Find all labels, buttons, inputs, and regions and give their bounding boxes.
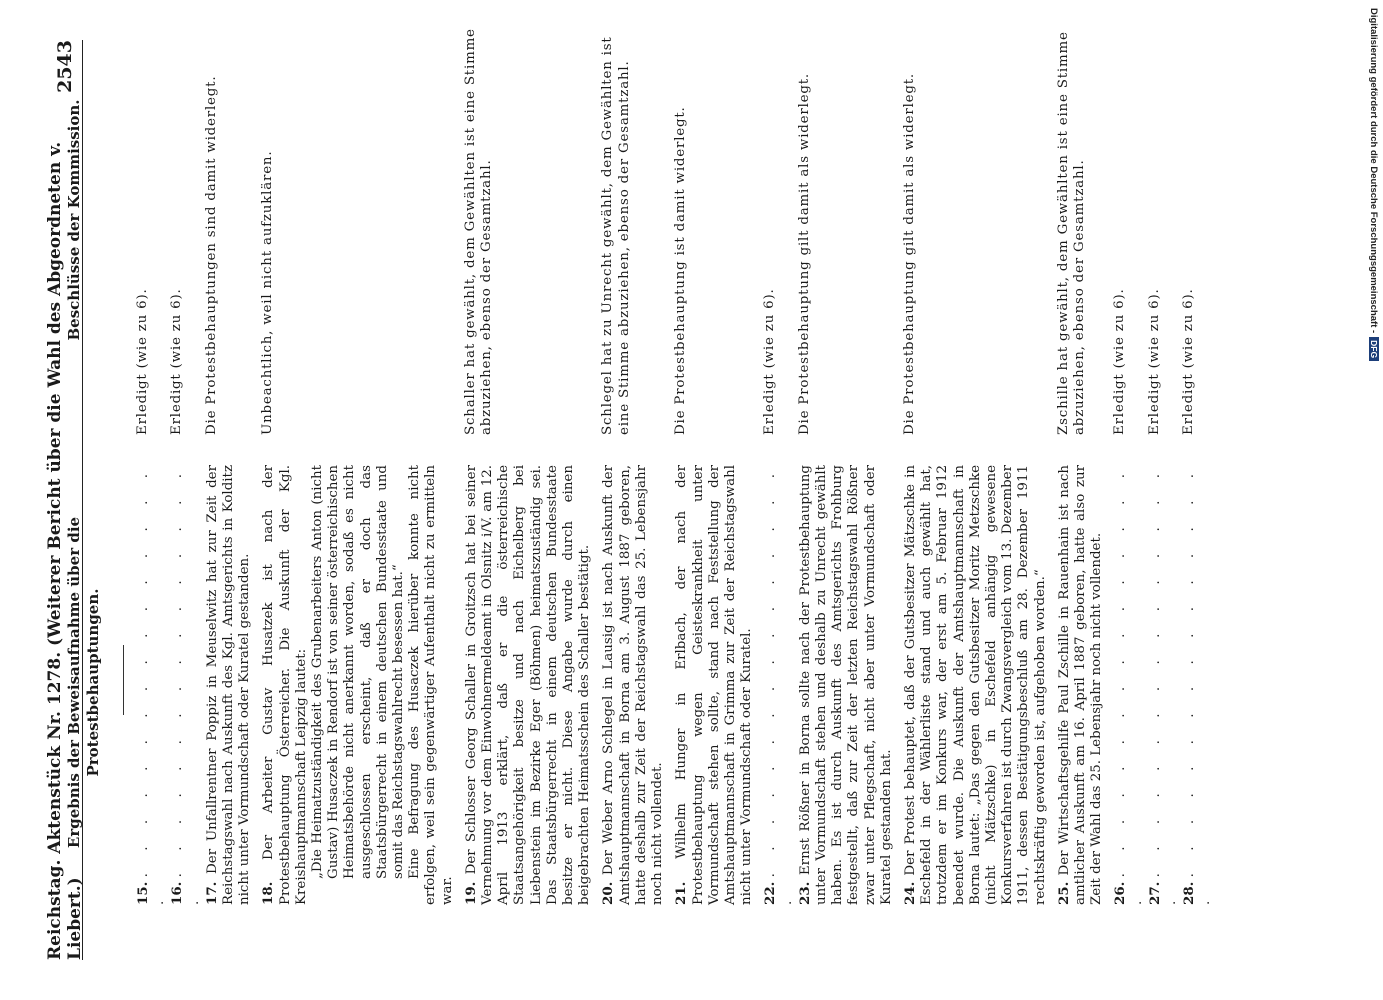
entry-quote: „Die Heimatzuständigkeit des Grubenarbeiters Anton (nicht Gustav) Husaczek in Rendorf ist von seiner österreichischen Heimatsbehörde nicht anerkannt worden, sodaß es nicht ausgeschlossen erscheint, daß er doch das Staatsbürgerrecht in einem deutschen Bundesstaate und somit das Reichstagswahlrecht besessen hat.“ bbox=[310, 465, 407, 879]
entry-evidence bbox=[135, 465, 168, 905]
credit-text: Digitalisierung gefördert durch die Deutsche Forschungsgemeinschaft - bbox=[1368, 8, 1379, 334]
entry-row bbox=[260, 5, 455, 905]
entry-decision: Erledigt (wie zu 6). bbox=[135, 288, 150, 435]
entry-spacer bbox=[666, 5, 673, 905]
entry-spacer bbox=[253, 5, 260, 905]
entry-evidence-text: . . . . . . . . . . . . . . . . . bbox=[1113, 465, 1145, 905]
entry-decision: Erledigt (wie zu 6). bbox=[1181, 288, 1197, 435]
entry-list bbox=[135, 5, 1216, 905]
entry-row bbox=[135, 5, 168, 905]
entry-decision: Erledigt (wie zu 6). bbox=[762, 288, 778, 435]
entry-evidence-text: Wilhelm Hunger in Erlbach, der nach der Protestbehauptung wegen Geisteskrankheit unter Vormundschaft stehen sollte, stand nach Feststellung der Amtshauptmannschaft in Grimma zur Zeit der Reichstagswahl nicht unter Vormundschaft oder Kuratel. bbox=[674, 465, 755, 905]
entry-evidence bbox=[797, 465, 895, 905]
entry-row bbox=[463, 5, 594, 905]
entry-number: 15. bbox=[135, 881, 151, 905]
entry-spacer bbox=[1215, 5, 1216, 905]
entry-row bbox=[600, 5, 666, 905]
entry-row bbox=[204, 5, 254, 905]
entry-evidence-text: . . . . . . . . . . . . . . . . . bbox=[763, 465, 795, 905]
entry-spacer bbox=[895, 5, 902, 905]
entry-note: Eine Befragung des Husaczek hierüber konnte nicht erfolgen, weil sein gegenwärtiger Aufenthalt nicht zu ermitteln war. bbox=[407, 465, 455, 905]
entry-evidence-text: . . . . . . . . . . . . . . . . . bbox=[1147, 465, 1179, 905]
entry-evidence-text: Der Unfallrentner Poppiz in Meuselwitz hat zur Zeit der Reichstagswahl nach Auskunft des Kgl. Amtsgerichts in Kolditz nicht unter Vormundschaft oder Kuratel gestanden. bbox=[204, 465, 253, 905]
entry-number: 23. bbox=[796, 881, 813, 905]
entry-evidence-text: Der Protest behauptet, daß der Gutsbesitzer Mätzschke in Eschefeld in der Wählerliste stand und auch gewählt hat, trotzdem er im Konkurs war, der erst am 5. Februar 1912 beendet wurde. Die Auskunft der Amtshauptmannschaft in Borna lautet: „Das gegen den Gutsbesitzer Moritz Metzschke (nicht Mätzschke) in Eschefeld anhängig gewesene Konkursverfahren ist durch Zwangsvergleich vom 13. Dezember 1911, dessen Bestätigungsbeschluß am 28. Dezember 1911 rechtskräftig geworden ist, aufgehoben worden.“ bbox=[902, 465, 1048, 905]
entry-decision: Die Protestbehauptung gilt damit als widerlegt. bbox=[796, 73, 812, 435]
entry-number: 17. bbox=[203, 881, 220, 905]
entry-number: 20. bbox=[600, 881, 617, 905]
entry-evidence bbox=[762, 465, 795, 905]
entry-number: 16. bbox=[169, 881, 186, 905]
entry-decision: Erledigt (wie zu 6). bbox=[169, 288, 185, 435]
entry-row bbox=[762, 5, 795, 905]
entry-spacer bbox=[755, 5, 762, 905]
entry-row bbox=[673, 5, 755, 905]
entry-evidence-text: Der Schlosser Georg Schaller in Groitzsch hat bei seiner Vernehmung vor dem Einwohnermeldeamt in Olsnitz i/V. am 12. April 1913 erklärt, daß er die österreichische Staatsangehörigkeit besitze und nach Eichelberg bei Liebenstein im Bezirke Eger (Böhmen) heimatszuständig sei. Das Staatsbürgerrecht in einem deutschen Bundesstaate besitze er nicht. Diese Angabe wurde durch einen beigebrachten Heimatsschein des Schaller bestätigt. bbox=[463, 465, 593, 905]
entry-evidence-text: Ernst Rößner in Borna sollte nach der Protestbehauptung unter Vormundschaft stehen und deshalb zu Unrecht gewählt haben. Es ist durch Auskunft des Amtsgerichts Frohburg festgestellt, daß zur Zeit der letzten Reichstagswahl Rößner zwar unter Pflegschaft, nicht aber unter Vormundschaft oder Kuratel gestanden hat. bbox=[797, 465, 894, 905]
credit-sidebar bbox=[1367, 8, 1379, 992]
entry-evidence-text: Der Arbeiter Gustav Husatzek ist nach der Protestbehauptung Österreicher. Die Auskunft der Kgl. Kreishauptmannschaft Leipzig lautet: bbox=[261, 464, 309, 905]
entry-number: 24. bbox=[901, 881, 918, 905]
entry-number: 18. bbox=[260, 881, 277, 905]
entry-evidence-text: . . . . . . . . . . . . . . . . . bbox=[170, 465, 202, 905]
entry-number: 25. bbox=[1055, 881, 1072, 905]
entry-decision: Unbeachtlich, weil nicht aufzuklären. bbox=[260, 150, 276, 435]
column-header-evidence: Ergebnis der Beweisaufnahme über die Protestbehauptungen. bbox=[65, 516, 102, 849]
entry-evidence-text: Der Weber Arno Schlegel in Lausig ist nach Auskunft der Amtshauptmannschaft in Borna am 3. August 1887 geboren, hatte deshalb zur Zeit der Reichstagswahl das 25. Lebensjahr noch nicht vollendet. bbox=[601, 465, 666, 905]
entry-evidence bbox=[204, 465, 254, 905]
entry-row bbox=[902, 5, 1049, 905]
entry-decision: Die Protestbehauptung gilt damit als widerlegt. bbox=[901, 73, 917, 435]
entry-row bbox=[169, 5, 202, 905]
entry-evidence bbox=[1147, 465, 1180, 905]
entry-spacer bbox=[1049, 5, 1056, 905]
entry-row bbox=[1112, 5, 1145, 905]
entry-evidence bbox=[673, 465, 755, 905]
header-rule bbox=[123, 645, 124, 715]
entry-evidence bbox=[260, 465, 455, 905]
entry-decision: Die Protestbehauptungen sind damit widerlegt. bbox=[203, 75, 219, 435]
entry-evidence bbox=[1181, 465, 1214, 905]
entry-evidence bbox=[463, 465, 594, 905]
entry-spacer bbox=[1105, 5, 1112, 905]
entry-evidence bbox=[1112, 465, 1145, 905]
entry-decision: Erledigt (wie zu 6). bbox=[1146, 288, 1162, 435]
entry-number: 21. bbox=[673, 881, 690, 905]
entry-evidence-text: Der Wirtschaftsgehilfe Paul Zschille in Rauenhain ist nach amtlicher Auskunft am 16. April 1887 geboren, hatte also zur Zeit der Wahl das 25. Lebensjahr noch nicht vollendet. bbox=[1056, 465, 1105, 905]
entry-number: 22. bbox=[762, 881, 779, 905]
entry-decision: Schaller hat gewählt, dem Gewählten ist eine Stimme abzuziehen, ebenso der Gesamtzahl. bbox=[462, 28, 495, 435]
entry-row bbox=[1056, 5, 1106, 905]
entry-evidence-text: . . . . . . . . . . . . . . . . . bbox=[136, 465, 168, 905]
entry-decision: Schlegel hat zu Unrecht gewählt, dem Gewählten ist eine Stimme abzuziehen, ebenso der Gesamtzahl. bbox=[600, 36, 632, 435]
entry-row bbox=[1147, 5, 1180, 905]
entry-decision: Erledigt (wie zu 6). bbox=[1112, 288, 1128, 435]
entry-decision: Die Protestbehauptung ist damit widerlegt. bbox=[673, 106, 689, 435]
entry-evidence-text: . . . . . . . . . . . . . . . . . bbox=[1182, 465, 1214, 905]
entry-decision: Zschille hat gewählt, dem Gewählten ist eine Stimme abzuziehen, ebenso der Gesamtzahl. bbox=[1055, 31, 1087, 435]
entry-evidence bbox=[902, 465, 1049, 905]
entry-number: 19. bbox=[462, 881, 479, 905]
entry-number: 28. bbox=[1181, 881, 1198, 905]
entry-evidence bbox=[169, 465, 202, 905]
entry-spacer bbox=[593, 5, 600, 905]
column-header-decisions: Beschlüsse der Kommission. bbox=[65, 99, 83, 341]
entry-row bbox=[797, 5, 895, 905]
entry-row bbox=[1181, 5, 1214, 905]
entry-evidence bbox=[1056, 465, 1106, 905]
dfg-logo: DFG bbox=[1369, 337, 1379, 361]
running-head-title: Reichstag. Aktenstück Nr. 1278. (Weiterer Bericht über die Wahl des Abgeordneten v. Liebert.) bbox=[45, 141, 85, 960]
entry-number: 26. bbox=[1112, 881, 1129, 905]
page-number: 2543 bbox=[54, 40, 76, 93]
page-content bbox=[65, 25, 1345, 905]
entry-spacer bbox=[456, 5, 463, 905]
entry-evidence bbox=[600, 465, 666, 905]
entry-number: 27. bbox=[1146, 881, 1163, 905]
